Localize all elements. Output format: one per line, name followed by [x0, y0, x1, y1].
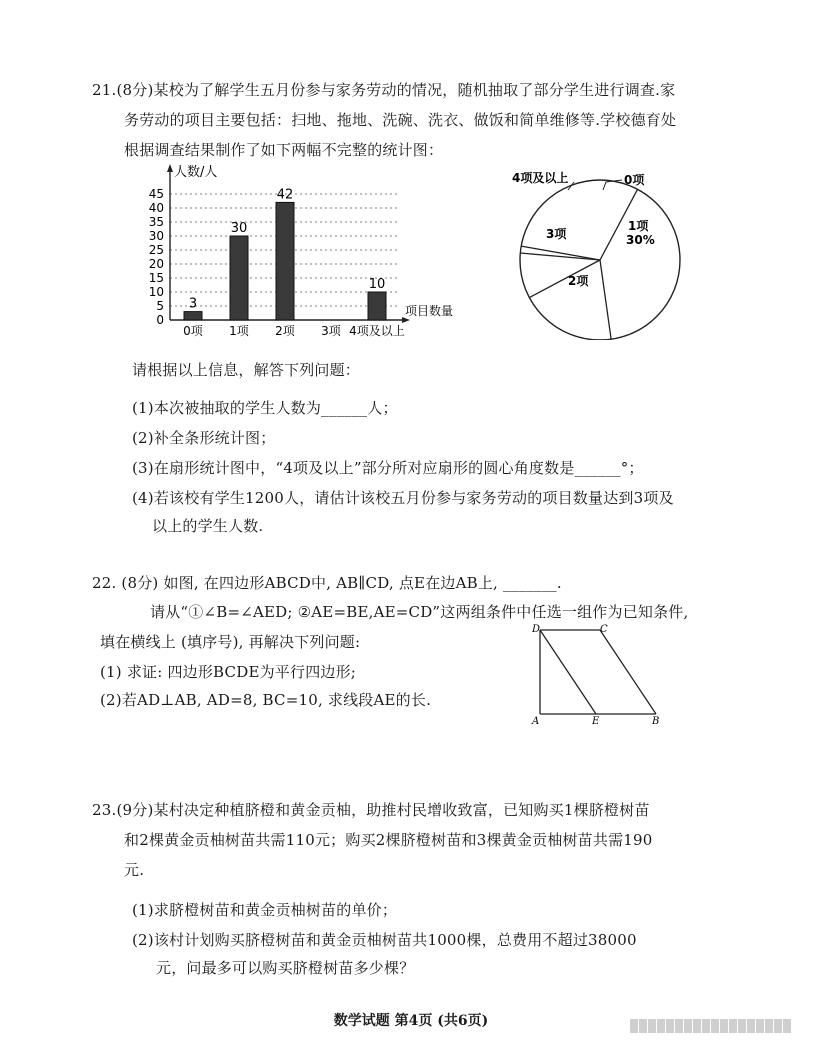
q23-line-3: 元. [124, 861, 145, 879]
y-tick-label: 20 [148, 257, 164, 271]
y-axis-arrow [167, 164, 173, 172]
pie-slice-border [521, 246, 600, 260]
y-tick-label: 45 [148, 187, 164, 201]
pie-chart [510, 160, 690, 340]
x-category-label: 4项及以上 [349, 324, 405, 338]
bar-chart [140, 160, 470, 342]
point-d-label: D [532, 624, 541, 635]
q23-line-1: 23.(9分)某村决定种植脐橙和黄金贡柚，助推村民增收致富，已知购买1棵脐橙树苗 [92, 801, 650, 819]
point-e-label: E [592, 716, 600, 727]
q21-intro: 请根据以上信息，解答下列问题： [132, 361, 361, 379]
x-category-label: 2项 [275, 324, 295, 338]
q21-part-1: (1)本次被抽取的学生人数为______人； [132, 399, 398, 417]
bar [184, 312, 202, 320]
y-tick-label: 25 [148, 243, 164, 257]
q22-part-1: (1) 求证: 四边形BCDE为平行四边形; [100, 663, 357, 681]
point-b-label: B [652, 716, 660, 727]
y-tick-label: 10 [148, 285, 164, 299]
pie-slice-border [529, 260, 600, 298]
bar-value-label: 10 [368, 277, 386, 292]
y-tick-label: 30 [148, 229, 164, 243]
q22-line-3: 填在横线上 (填序号), 再解决下列问题: [100, 633, 361, 651]
point-a-label: A [532, 716, 540, 727]
y-tick-label: 5 [156, 299, 164, 313]
y-tick-label: 35 [148, 215, 164, 229]
q21-stem-line-2: 务劳动的项目主要包括：扫地、拖地、洗碗、洗衣、做饭和简单维修等.学校德育处 [124, 111, 677, 129]
bar-value-label: 42 [276, 187, 294, 203]
q21-part-2: (2)补全条形统计图； [132, 429, 276, 447]
q21-stem-line-3: 根据调查结果制作了如下两幅不完整的统计图： [124, 141, 444, 159]
y-tick-labels [149, 187, 164, 327]
pie-slice-border [520, 253, 600, 260]
q23-line-2: 和2棵黄金贡柚树苗共需110元；购买2棵脐橙树苗和3棵黄金贡柚树苗共需190 [124, 831, 653, 849]
bar [276, 202, 294, 320]
q22-stem: 22. (8分) 如图, 在四边形ABCD中, AB∥CD, 点E在边AB上, _______. [92, 574, 562, 592]
pie-label-2: 2项 [568, 274, 589, 288]
y-tick-label: 0 [156, 313, 164, 327]
pie-label-0: 0项 [624, 173, 645, 187]
x-category-label: 0项 [183, 324, 203, 338]
pie-label-4plus: 4项及以上 [512, 171, 569, 185]
pie-label-3: 3项 [546, 227, 567, 241]
segment-de [540, 630, 596, 714]
q22-figure-trapezoid [528, 620, 678, 730]
q23-part-2-line-2: 元，问最多可以购买脐橙树苗多少棵？ [156, 959, 415, 977]
pie-label-1-pct: 30% [626, 233, 655, 247]
q23-part-1: (1)求脐橙树苗和黄金贡柚树苗的单价； [132, 901, 398, 919]
segment-cb [600, 630, 656, 714]
x-category-label: 1项 [229, 324, 249, 338]
y-axis-title: 人数/人 [174, 165, 218, 180]
bar [230, 236, 248, 320]
bar-value-label: 3 [188, 296, 198, 312]
q21-part-4-line-1: (4)若该校有学生1200人，请估计该校五月份参与家务劳动的项目数量达到3项及 [132, 489, 674, 507]
pie-slice-border [600, 260, 611, 339]
pie-slice-borders [520, 189, 637, 339]
q23-part-2-line-1: (2)该村计划购买脐橙树苗和黄金贡柚树苗共1000棵，总费用不超过38000 [132, 931, 637, 949]
pie-label-1: 1项 [628, 219, 649, 233]
x-axis-title: 项目数量 [405, 304, 454, 318]
q22-line-2: 请从“①∠B=∠AED; ②AE=BE,AE=CD”这两组条件中任选一组作为已知条件, [150, 603, 689, 621]
bars [184, 202, 386, 320]
q21-part-4-line-2: 以上的学生人数. [152, 517, 264, 535]
page-footer: 数学试题 第4页 (共6页) [333, 1013, 489, 1029]
bar [368, 292, 386, 320]
q21-stem-line-1: 21.(8分)某校为了解学生五月份参与家务劳动的情况，随机抽取了部分学生进行调查.家 [92, 81, 676, 99]
q21-part-3: (3)在扇形统计图中，“4项及以上”部分所对应扇形的圆心角度数是______°； [132, 459, 644, 477]
x-category-labels [183, 323, 405, 338]
y-tick-label: 15 [148, 271, 164, 285]
point-c-label: C [600, 624, 608, 635]
x-category-label: 3项 [321, 324, 341, 338]
pie-leader-0 [603, 180, 622, 190]
bar-value-label: 30 [230, 221, 248, 236]
y-tick-label: 40 [148, 201, 164, 215]
watermark-strip [630, 1018, 810, 1032]
q22-part-2: (2)若AD⊥AB, AD=8, BC=10, 求线段AE的长. [100, 691, 432, 709]
